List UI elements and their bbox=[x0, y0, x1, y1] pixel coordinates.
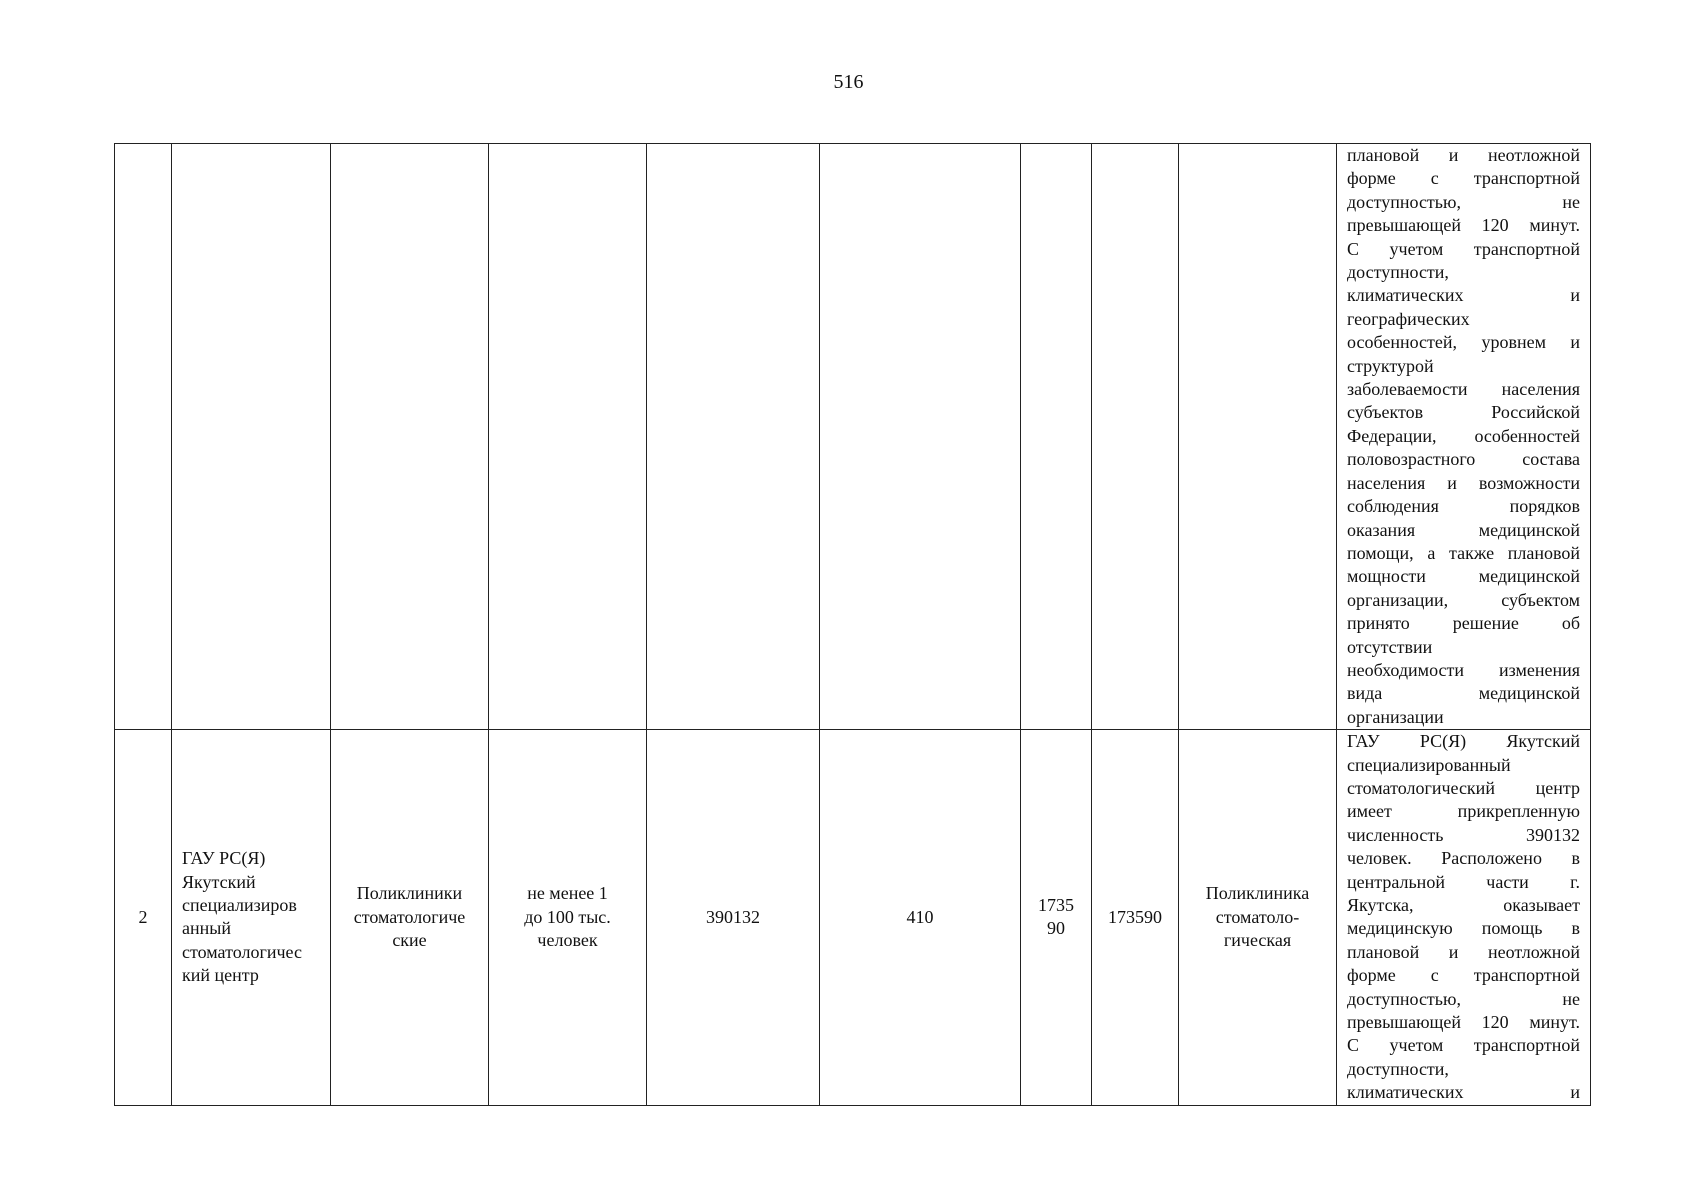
justification-line: Якутска, оказывает bbox=[1347, 895, 1580, 915]
facility-type-cell bbox=[331, 144, 489, 730]
population-norm-cell bbox=[489, 730, 647, 1106]
justification-line: численность 390132 bbox=[1347, 824, 1580, 845]
justification-cell bbox=[1337, 144, 1591, 730]
attached-population-cell: 390132 bbox=[647, 730, 820, 1106]
target-type-line: Поликлиника bbox=[1205, 883, 1310, 904]
justification-line: доступности, bbox=[1347, 1058, 1449, 1079]
target-type-line: гическая bbox=[1223, 930, 1292, 951]
justification-line: человек. Расположено в bbox=[1347, 848, 1580, 869]
justification-line: соблюдения порядков bbox=[1347, 496, 1580, 517]
justification-line: доступностью, не bbox=[1347, 191, 1580, 212]
table-row bbox=[115, 730, 1591, 1106]
target-type-cell bbox=[1179, 144, 1337, 730]
justification-line: населения и возможности bbox=[1347, 472, 1580, 493]
justification-line: помощи, а также плановой bbox=[1347, 542, 1580, 563]
target-type-cell bbox=[1179, 730, 1337, 1106]
facility-type-line: стоматологиче bbox=[353, 906, 466, 927]
justification-line: форме с транспортной bbox=[1347, 168, 1580, 189]
justification-line: плановой и неотложной bbox=[1347, 941, 1580, 962]
justification-line: Федерации, особенностей bbox=[1347, 425, 1580, 446]
justification-line: половозрастного состава bbox=[1347, 449, 1580, 470]
justification-line: форме с транспортной bbox=[1347, 965, 1580, 986]
justification-line: структурой bbox=[1347, 355, 1434, 376]
justification-line: географических bbox=[1347, 308, 1470, 329]
justification-line: организации bbox=[1347, 706, 1444, 727]
justification-line: центральной части г. bbox=[1347, 871, 1580, 892]
population-norm-line: человек bbox=[537, 930, 598, 951]
justification-line: медицинскую помощь в bbox=[1347, 918, 1580, 939]
justification-line: имеет прикрепленную bbox=[1347, 801, 1580, 822]
value-a-line: 90 bbox=[1047, 918, 1065, 939]
justification-line: оказания медицинской bbox=[1347, 519, 1580, 540]
justification-line: С учетом транспортной bbox=[1347, 1035, 1580, 1056]
justification-line: специализированный bbox=[1347, 754, 1511, 775]
org-name-line: специализиров bbox=[182, 895, 297, 915]
target-type-line: стоматоло- bbox=[1215, 906, 1300, 927]
org-name-line: анный bbox=[182, 918, 231, 939]
org-name-cell bbox=[172, 730, 331, 1106]
table-row bbox=[115, 144, 1591, 730]
org-name-cell bbox=[172, 144, 331, 730]
population-norm-line: не менее 1 bbox=[527, 883, 608, 904]
org-name-line: кий центр bbox=[182, 965, 259, 986]
row-index-cell bbox=[115, 144, 172, 730]
facilities-table bbox=[114, 143, 1591, 1106]
justification-line: ГАУ РС(Я) Якутский bbox=[1347, 731, 1580, 752]
justification-line: организации, субъектом bbox=[1347, 589, 1580, 610]
org-name-line: Якутский bbox=[182, 871, 256, 892]
justification-line: принято решение об bbox=[1347, 613, 1580, 634]
page-number: 516 bbox=[833, 71, 864, 93]
justification-line: необходимости изменения bbox=[1347, 659, 1580, 680]
attached-population-cell bbox=[647, 144, 820, 730]
row-index-cell: 2 bbox=[115, 730, 172, 1106]
facility-type-line: ские bbox=[392, 930, 427, 951]
justification-line: климатических и bbox=[1347, 285, 1580, 306]
justification-line: стоматологический центр bbox=[1347, 777, 1580, 798]
justification-cell bbox=[1337, 730, 1591, 1106]
justification-line: вида медицинской bbox=[1347, 683, 1580, 704]
population-norm-cell bbox=[489, 144, 647, 730]
value-a-cell bbox=[1021, 144, 1092, 730]
justification-line: климатических и bbox=[1347, 1082, 1580, 1103]
justification-line: плановой и неотложной bbox=[1347, 145, 1580, 165]
facility-type-cell bbox=[331, 730, 489, 1106]
justification-line: мощности медицинской bbox=[1347, 566, 1580, 587]
value-b-cell: 173590 bbox=[1092, 730, 1179, 1106]
capacity-cell: 410 bbox=[820, 730, 1021, 1106]
justification-line: превышающей 120 минут. bbox=[1347, 215, 1580, 236]
justification-line: доступностью, не bbox=[1347, 988, 1580, 1009]
org-name-line: стоматологичес bbox=[182, 941, 302, 962]
justification-line: превышающей 120 минут. bbox=[1347, 1012, 1580, 1033]
population-norm-line: до 100 тыс. bbox=[524, 906, 611, 927]
facility-type-line: Поликлиники bbox=[356, 883, 463, 904]
value-a-line: 1735 bbox=[1038, 895, 1074, 915]
value-a-cell bbox=[1021, 730, 1092, 1106]
justification-line: отсутствии bbox=[1347, 636, 1433, 657]
justification-line: доступности, bbox=[1347, 262, 1449, 283]
value-b-cell bbox=[1092, 144, 1179, 730]
org-name-line: ГАУ РС(Я) bbox=[182, 848, 266, 869]
justification-line: субъектов Российской bbox=[1347, 402, 1580, 423]
justification-line: заболеваемости населения bbox=[1347, 379, 1580, 400]
capacity-cell bbox=[820, 144, 1021, 730]
justification-line: С учетом транспортной bbox=[1347, 238, 1580, 259]
justification-line: особенностей, уровнем и bbox=[1347, 332, 1580, 353]
